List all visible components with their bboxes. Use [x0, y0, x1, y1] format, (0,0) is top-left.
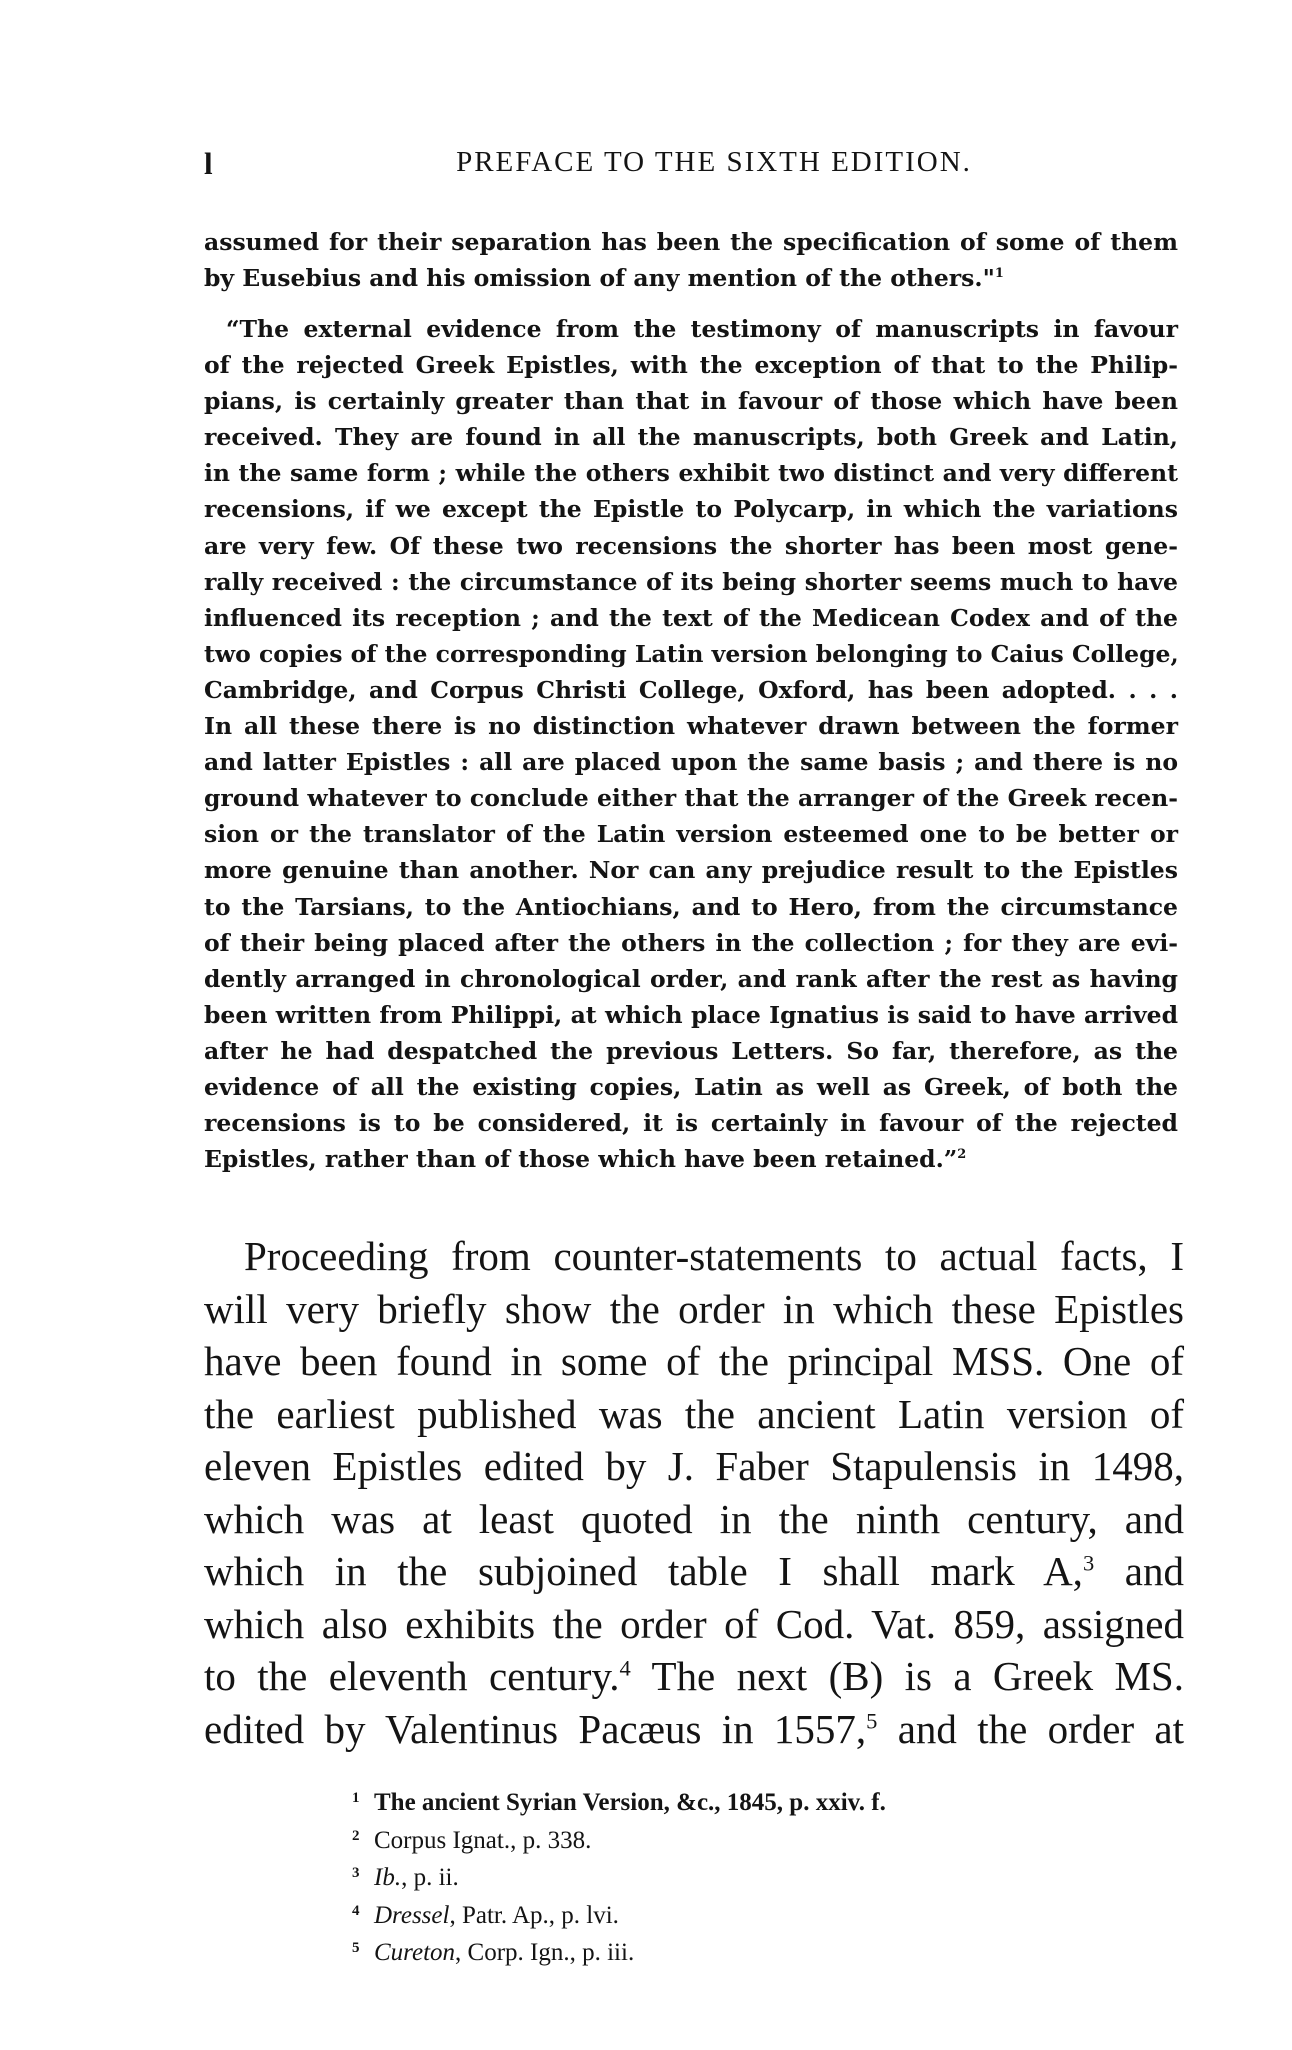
- quote-line: been written from Philippi, at which place Ignatius is said to have arrived: [204, 1000, 1178, 1029]
- footnote: [352, 1820, 1112, 1858]
- footnote: [352, 1857, 1112, 1895]
- footnote: [352, 1782, 1112, 1820]
- quote-line: dently arranged in chronological order, and rank after the rest as having: [204, 964, 1178, 993]
- quote-line: “The external evidence from the testimony of manuscripts in favour: [226, 315, 1178, 343]
- footnote-ref: 3: [1082, 1550, 1095, 1576]
- footnote: [352, 1932, 1112, 1970]
- paragraph-text: and the order at: [877, 1705, 1184, 1752]
- quote-line: pians, is certainly greater than that in favour of those which have been: [204, 387, 1178, 416]
- footnote-text: The ancient Syrian Version, &c., 1845, p. xxiv. f.: [374, 1789, 886, 1816]
- paragraph-text: to the eleventh century.: [204, 1653, 620, 1699]
- running-title: PREFACE TO THE SIXTH EDITION.: [456, 146, 972, 178]
- page-header: [204, 146, 1184, 186]
- paragraph-line: have been found in some of the principal MSS. One of: [204, 1338, 1184, 1384]
- quote-line: of their being placed after the others in the collection ; for they are evi-: [204, 928, 1178, 957]
- quote-line: [204, 1141, 1178, 1177]
- quote-line: In all these there is no distinction whatever drawn between the former: [204, 712, 1178, 741]
- footnote-ref: 5: [866, 1707, 878, 1733]
- paragraph-line: will very briefly show the order in which these Epistles: [204, 1285, 1184, 1332]
- quote-line: [204, 260, 1178, 296]
- quote-line: to the Tarsians, to the Antiochians, and to Hero, from the circumstance: [204, 892, 1178, 921]
- footnote-ref: 4: [619, 1655, 631, 1681]
- quote-line: Cambridge, and Corpus Christi College, Oxford, has been adopted. . . .: [204, 675, 1178, 704]
- footnote-italic: Ib.: [374, 1864, 402, 1892]
- footnote-text: , Patr. Ap., p. lvi.: [449, 1901, 619, 1929]
- quote-line: of the rejected Greek Epistles, with the exception of that to the Philip-: [204, 351, 1178, 380]
- quote-line: are very few. Of these two recensions the shorter has been most gene-: [204, 531, 1178, 560]
- paragraph-text: The next (B) is a Greek MS.: [630, 1653, 1184, 1699]
- footnote: [352, 1895, 1112, 1933]
- paragraph-line: [204, 1545, 1184, 1598]
- quote-line: two copies of the corresponding Latin version belonging to Caius College,: [204, 639, 1179, 668]
- footnote-text: Corpus Ignat., p. 338.: [374, 1826, 592, 1854]
- page-number: l: [204, 146, 213, 181]
- quote-line: assumed for their separation has been the specification of some of them: [204, 228, 1178, 256]
- paragraph-text: and: [1094, 1548, 1185, 1594]
- paragraph-line: [204, 1703, 1184, 1756]
- footnote-ref: 2: [957, 1147, 967, 1163]
- quote-line: recensions, if we except the Epistle to Polycarp, in which the variations: [204, 495, 1178, 524]
- quote-line: influenced its reception ; and the text of the Medicean Codex and of the: [204, 603, 1178, 632]
- quote-line: in the same form ; while the others exhibit two distinct and very different: [204, 459, 1178, 488]
- footnote-mark: 1: [352, 1790, 360, 1806]
- quote-line: received. They are found in all the manuscripts, both Greek and Latin,: [204, 423, 1178, 452]
- footnote-italic: Dressel: [374, 1901, 450, 1929]
- body-paragraph: [204, 1230, 1184, 1755]
- quote-line: sion or the translator of the Latin version esteemed one to be better or: [204, 820, 1178, 849]
- quote-line: after he had despatched the previous Letters. So far, therefore, as the: [204, 1036, 1178, 1065]
- paragraph-line: the earliest published was the ancient Latin version of: [204, 1390, 1184, 1437]
- paragraph-text: which in the subjoined table I shall mark A,: [204, 1548, 1083, 1594]
- footnote-ref: 1: [994, 266, 1004, 282]
- paragraph-line: [204, 1650, 1184, 1703]
- quote-line: more genuine than another. Nor can any prejudice result to the Epistles: [204, 856, 1178, 885]
- paragraph-line: eleven Epistles edited by J. Faber Stapulensis in 1498,: [204, 1443, 1184, 1489]
- paragraph-line: Proceeding from counter-statements to actual facts, I: [244, 1233, 1184, 1279]
- paragraph-line: which also exhibits the order of Cod. Vat. 859, assigned: [204, 1600, 1184, 1647]
- footnotes: [352, 1782, 1112, 1970]
- quote-block: [204, 311, 1178, 1177]
- footnote-italic: Cureton: [374, 1939, 456, 1967]
- quote-continuation: [204, 224, 1178, 296]
- paragraph-line: which was at least quoted in the ninth century, and: [204, 1495, 1184, 1542]
- quote-line: and latter Epistles : all are placed upon the same basis ; and there is no: [204, 748, 1178, 777]
- quote-line: rally received : the circumstance of its being shorter seems much to have: [204, 567, 1178, 596]
- quote-line-text: by Eusebius and his omission of any mention of the others.": [204, 264, 995, 293]
- paragraph-text: edited by Valentinus Pacæus in 1557,: [204, 1705, 867, 1752]
- quote-line: ground whatever to conclude either that the arranger of the Greek recen-: [204, 784, 1178, 813]
- quote-line-text: Epistles, rather than of those which have been retained.”: [204, 1145, 958, 1174]
- footnote-mark: 2: [352, 1827, 360, 1844]
- footnote-text: , p. ii.: [401, 1864, 459, 1892]
- footnote-mark: 5: [352, 1940, 360, 1957]
- footnote-text: , Corp. Ign., p. iii.: [455, 1939, 635, 1967]
- quote-line: recensions is to be considered, it is certainly in favour of the rejected: [204, 1109, 1178, 1138]
- quote-line: evidence of all the existing copies, Latin as well as Greek, of both the: [204, 1072, 1178, 1101]
- footnote-mark: 4: [352, 1902, 360, 1919]
- footnote-mark: 3: [352, 1865, 360, 1882]
